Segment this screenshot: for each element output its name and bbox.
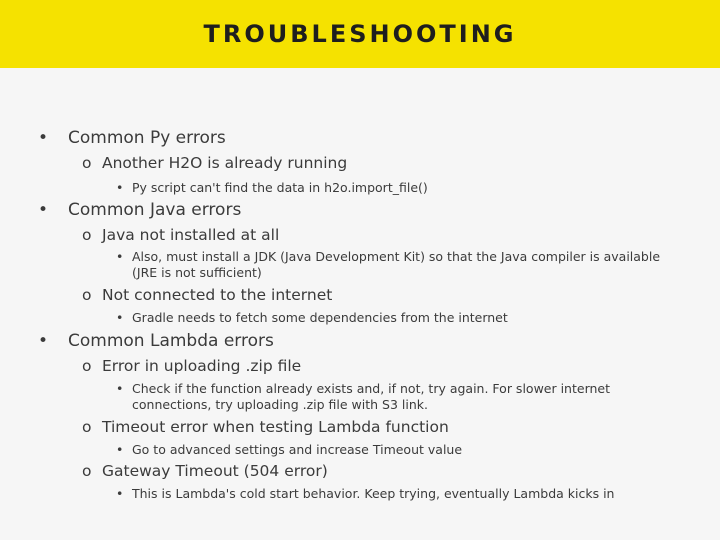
detail-cold-start bbox=[116, 486, 614, 502]
bullet-lambda-errors bbox=[38, 331, 274, 351]
bullet-text: Common Py errors bbox=[68, 128, 226, 148]
slide-title: TROUBLESHOOTING bbox=[203, 20, 517, 48]
detail-marker: • bbox=[116, 310, 124, 325]
detail-text: Also, must install a JDK (Java Development Kit) so that the Java compiler is available (JRE is not sufficient) bbox=[132, 249, 661, 280]
detail-text: This is Lambda's cold start behavior. Keep trying, eventually Lambda kicks in bbox=[132, 486, 615, 501]
sub-bullet-text: Not connected to the internet bbox=[102, 286, 333, 304]
detail-marker: • bbox=[116, 442, 124, 457]
bullet-java-errors bbox=[38, 200, 241, 220]
bullet-text: Common Lambda errors bbox=[68, 331, 274, 351]
detail-py-script-data bbox=[116, 180, 428, 196]
detail-gradle bbox=[116, 310, 508, 326]
sub-bullet-marker: o bbox=[82, 418, 92, 436]
detail-text: Go to advanced settings and increase Timeout value bbox=[132, 442, 463, 457]
sub-bullet-text: Gateway Timeout (504 error) bbox=[102, 462, 328, 480]
detail-text: Py script can't find the data in h2o.import_file() bbox=[132, 180, 428, 195]
detail-marker: • bbox=[116, 249, 124, 264]
sub-bullet-java-not-installed bbox=[82, 226, 279, 244]
sub-bullet-marker: o bbox=[82, 226, 92, 244]
detail-timeout-note bbox=[116, 442, 462, 458]
sub-bullet-text: Error in uploading .zip file bbox=[102, 357, 302, 375]
sub-bullet-marker: o bbox=[82, 462, 92, 480]
sub-bullet-gateway-timeout bbox=[82, 462, 328, 480]
sub-bullet-no-internet bbox=[82, 286, 332, 304]
sub-bullet-marker: o bbox=[82, 286, 92, 304]
bullet-marker: • bbox=[38, 128, 49, 148]
sub-bullet-upload-error bbox=[82, 357, 301, 375]
bullet-text: Common Java errors bbox=[68, 200, 242, 220]
bullet-py-errors bbox=[38, 128, 226, 148]
sub-bullet-text: Timeout error when testing Lambda function bbox=[102, 418, 449, 436]
detail-marker: • bbox=[116, 381, 124, 396]
sub-bullet-marker: o bbox=[82, 154, 92, 172]
detail-marker: • bbox=[116, 180, 124, 195]
detail-text: Check if the function already exists and, if not, try again. For slower internet connections, try uploading .zip file with S3 link. bbox=[132, 381, 611, 412]
detail-text: Gradle needs to fetch some dependencies from the internet bbox=[132, 310, 508, 325]
sub-bullet-text: Java not installed at all bbox=[102, 226, 280, 244]
bullet-marker: • bbox=[38, 331, 49, 351]
sub-bullet-timeout-test bbox=[82, 418, 449, 436]
detail-marker: • bbox=[116, 486, 124, 501]
bullet-marker: • bbox=[38, 200, 49, 220]
sub-bullet-h2o-running bbox=[82, 154, 347, 172]
sub-bullet-text: Another H2O is already running bbox=[102, 154, 348, 172]
sub-bullet-marker: o bbox=[82, 357, 92, 375]
detail-java-jdk bbox=[116, 249, 676, 281]
detail-upload-note bbox=[116, 381, 686, 413]
